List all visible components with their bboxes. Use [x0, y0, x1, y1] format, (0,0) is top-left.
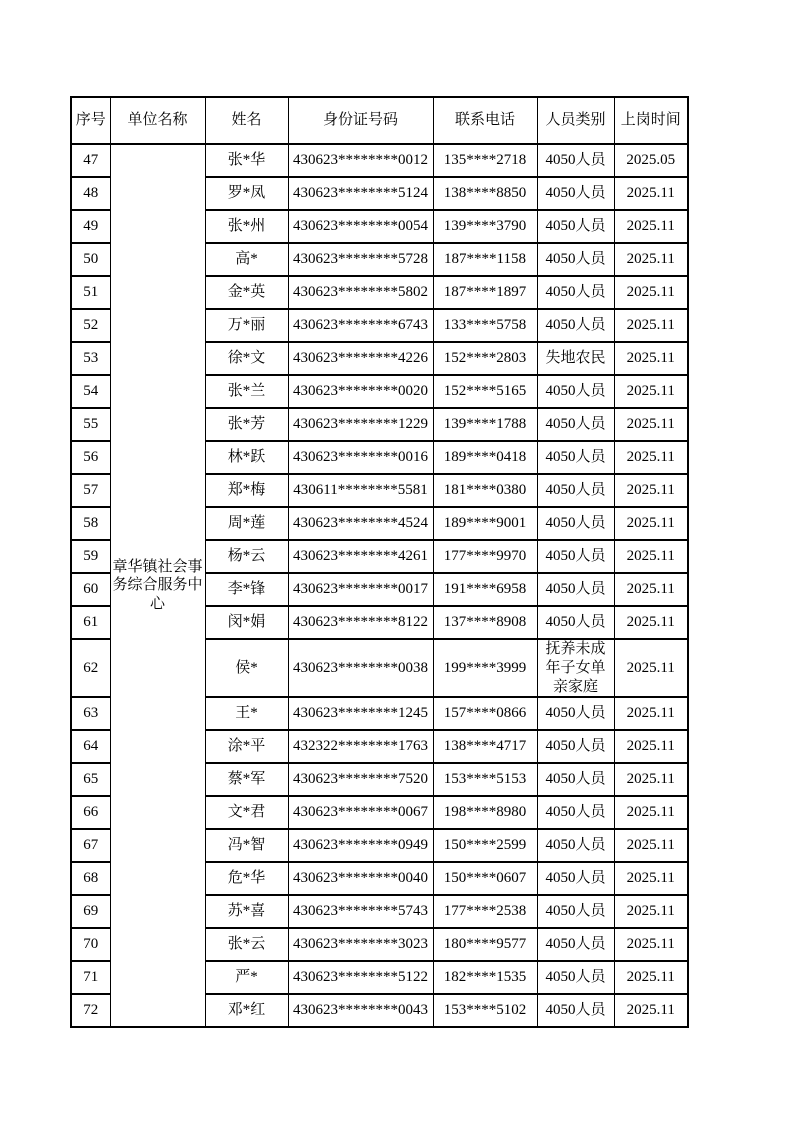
person-name-cell: 万*丽 [205, 309, 288, 342]
phone-cell: 150****2599 [433, 829, 537, 862]
serial-number-cell: 59 [71, 540, 110, 573]
person-name-cell: 高* [205, 243, 288, 276]
serial-number-cell: 65 [71, 763, 110, 796]
phone-cell: 191****6958 [433, 573, 537, 606]
serial-number-cell: 63 [71, 697, 110, 730]
id-number-cell: 430623********0038 [288, 639, 433, 697]
serial-number-cell: 53 [71, 342, 110, 375]
id-number-cell: 432322********1763 [288, 730, 433, 763]
phone-cell: 187****1158 [433, 243, 537, 276]
person-name-cell: 严* [205, 961, 288, 994]
serial-number-cell: 58 [71, 507, 110, 540]
phone-cell: 177****2538 [433, 895, 537, 928]
id-number-cell: 430623********0043 [288, 994, 433, 1027]
start-date-cell: 2025.11 [614, 408, 688, 441]
start-date-cell: 2025.11 [614, 177, 688, 210]
id-number-cell: 430623********5728 [288, 243, 433, 276]
id-number-cell: 430623********0017 [288, 573, 433, 606]
phone-cell: 137****8908 [433, 606, 537, 639]
category-cell: 4050人员 [537, 961, 614, 994]
id-number-cell: 430623********5802 [288, 276, 433, 309]
person-name-cell: 文*君 [205, 796, 288, 829]
category-cell: 4050人员 [537, 862, 614, 895]
header-row [71, 97, 688, 144]
header-start-date: 上岗时间 [614, 97, 688, 144]
id-number-cell: 430623********0020 [288, 375, 433, 408]
person-name-cell: 张*云 [205, 928, 288, 961]
category-cell: 4050人员 [537, 606, 614, 639]
table-body [71, 144, 688, 1027]
phone-cell: 177****9970 [433, 540, 537, 573]
start-date-cell: 2025.11 [614, 210, 688, 243]
person-name-cell: 闵*娟 [205, 606, 288, 639]
start-date-cell: 2025.05 [614, 144, 688, 177]
category-cell: 4050人员 [537, 573, 614, 606]
category-cell: 4050人员 [537, 895, 614, 928]
phone-cell: 152****2803 [433, 342, 537, 375]
person-name-cell: 张*华 [205, 144, 288, 177]
category-cell: 4050人员 [537, 144, 614, 177]
start-date-cell: 2025.11 [614, 540, 688, 573]
phone-cell: 152****5165 [433, 375, 537, 408]
serial-number-cell: 50 [71, 243, 110, 276]
category-cell: 4050人员 [537, 730, 614, 763]
serial-number-cell: 48 [71, 177, 110, 210]
category-cell: 失地农民 [537, 342, 614, 375]
id-number-cell: 430623********0067 [288, 796, 433, 829]
phone-cell: 157****0866 [433, 697, 537, 730]
phone-cell: 181****0380 [433, 474, 537, 507]
id-number-cell: 430623********4524 [288, 507, 433, 540]
category-cell: 4050人员 [537, 474, 614, 507]
start-date-cell: 2025.11 [614, 573, 688, 606]
phone-cell: 180****9577 [433, 928, 537, 961]
start-date-cell: 2025.11 [614, 342, 688, 375]
person-name-cell: 蔡*军 [205, 763, 288, 796]
serial-number-cell: 47 [71, 144, 110, 177]
person-name-cell: 王* [205, 697, 288, 730]
id-number-cell: 430623********3023 [288, 928, 433, 961]
id-number-cell: 430611********5581 [288, 474, 433, 507]
serial-number-cell: 55 [71, 408, 110, 441]
phone-cell: 189****9001 [433, 507, 537, 540]
person-name-cell: 郑*梅 [205, 474, 288, 507]
serial-number-cell: 68 [71, 862, 110, 895]
header-phone: 联系电话 [433, 97, 537, 144]
category-cell: 4050人员 [537, 540, 614, 573]
category-cell: 4050人员 [537, 243, 614, 276]
id-number-cell: 430623********1229 [288, 408, 433, 441]
header-unit-name: 单位名称 [110, 97, 205, 144]
serial-number-cell: 70 [71, 928, 110, 961]
person-name-cell: 周*莲 [205, 507, 288, 540]
serial-number-cell: 61 [71, 606, 110, 639]
person-name-cell: 金*英 [205, 276, 288, 309]
phone-cell: 135****2718 [433, 144, 537, 177]
start-date-cell: 2025.11 [614, 796, 688, 829]
person-name-cell: 邓*红 [205, 994, 288, 1027]
phone-cell: 138****8850 [433, 177, 537, 210]
start-date-cell: 2025.11 [614, 697, 688, 730]
id-number-cell: 430623********5122 [288, 961, 433, 994]
header-serial-number: 序号 [71, 97, 110, 144]
category-cell: 4050人员 [537, 441, 614, 474]
person-name-cell: 张*芳 [205, 408, 288, 441]
phone-cell: 139****3790 [433, 210, 537, 243]
serial-number-cell: 56 [71, 441, 110, 474]
person-name-cell: 冯*智 [205, 829, 288, 862]
serial-number-cell: 57 [71, 474, 110, 507]
serial-number-cell: 64 [71, 730, 110, 763]
start-date-cell: 2025.11 [614, 441, 688, 474]
start-date-cell: 2025.11 [614, 994, 688, 1027]
phone-cell: 198****8980 [433, 796, 537, 829]
start-date-cell: 2025.11 [614, 474, 688, 507]
start-date-cell: 2025.11 [614, 309, 688, 342]
id-number-cell: 430623********0054 [288, 210, 433, 243]
start-date-cell: 2025.11 [614, 507, 688, 540]
phone-cell: 133****5758 [433, 309, 537, 342]
category-cell: 4050人员 [537, 276, 614, 309]
person-name-cell: 张*州 [205, 210, 288, 243]
start-date-cell: 2025.11 [614, 862, 688, 895]
serial-number-cell: 51 [71, 276, 110, 309]
serial-number-cell: 67 [71, 829, 110, 862]
person-name-cell: 苏*喜 [205, 895, 288, 928]
id-number-cell: 430623********4226 [288, 342, 433, 375]
id-number-cell: 430623********1245 [288, 697, 433, 730]
phone-cell: 182****1535 [433, 961, 537, 994]
category-cell: 4050人员 [537, 210, 614, 243]
phone-cell: 199****3999 [433, 639, 537, 697]
category-cell: 抚养未成年子女单亲家庭 [537, 639, 614, 697]
start-date-cell: 2025.11 [614, 276, 688, 309]
phone-cell: 189****0418 [433, 441, 537, 474]
phone-cell: 153****5102 [433, 994, 537, 1027]
serial-number-cell: 54 [71, 375, 110, 408]
serial-number-cell: 71 [71, 961, 110, 994]
person-name-cell: 杨*云 [205, 540, 288, 573]
person-name-cell: 徐*文 [205, 342, 288, 375]
category-cell: 4050人员 [537, 309, 614, 342]
id-number-cell: 430623********8122 [288, 606, 433, 639]
phone-cell: 150****0607 [433, 862, 537, 895]
header-person-name: 姓名 [205, 97, 288, 144]
category-cell: 4050人员 [537, 697, 614, 730]
header-id-number: 身份证号码 [288, 97, 433, 144]
id-number-cell: 430623********0040 [288, 862, 433, 895]
start-date-cell: 2025.11 [614, 606, 688, 639]
phone-cell: 138****4717 [433, 730, 537, 763]
id-number-cell: 430623********6743 [288, 309, 433, 342]
phone-cell: 187****1897 [433, 276, 537, 309]
serial-number-cell: 52 [71, 309, 110, 342]
id-number-cell: 430623********0949 [288, 829, 433, 862]
phone-cell: 153****5153 [433, 763, 537, 796]
person-name-cell: 李*锋 [205, 573, 288, 606]
start-date-cell: 2025.11 [614, 730, 688, 763]
start-date-cell: 2025.11 [614, 243, 688, 276]
serial-number-cell: 66 [71, 796, 110, 829]
phone-cell: 139****1788 [433, 408, 537, 441]
id-number-cell: 430623********0012 [288, 144, 433, 177]
unit-name-cell: 章华镇社会事务综合服务中心 [110, 144, 205, 1027]
id-number-cell: 430623********0016 [288, 441, 433, 474]
start-date-cell: 2025.11 [614, 763, 688, 796]
start-date-cell: 2025.11 [614, 961, 688, 994]
category-cell: 4050人员 [537, 994, 614, 1027]
category-cell: 4050人员 [537, 375, 614, 408]
id-number-cell: 430623********7520 [288, 763, 433, 796]
start-date-cell: 2025.11 [614, 928, 688, 961]
category-cell: 4050人员 [537, 507, 614, 540]
serial-number-cell: 49 [71, 210, 110, 243]
serial-number-cell: 62 [71, 639, 110, 697]
category-cell: 4050人员 [537, 177, 614, 210]
id-number-cell: 430623********5124 [288, 177, 433, 210]
table-row [71, 144, 688, 177]
start-date-cell: 2025.11 [614, 895, 688, 928]
table-header [71, 97, 688, 144]
category-cell: 4050人员 [537, 763, 614, 796]
serial-number-cell: 69 [71, 895, 110, 928]
category-cell: 4050人员 [537, 928, 614, 961]
category-cell: 4050人员 [537, 408, 614, 441]
person-name-cell: 涂*平 [205, 730, 288, 763]
id-number-cell: 430623********5743 [288, 895, 433, 928]
start-date-cell: 2025.11 [614, 829, 688, 862]
serial-number-cell: 72 [71, 994, 110, 1027]
person-name-cell: 侯* [205, 639, 288, 697]
person-name-cell: 危*华 [205, 862, 288, 895]
category-cell: 4050人员 [537, 796, 614, 829]
start-date-cell: 2025.11 [614, 639, 688, 697]
start-date-cell: 2025.11 [614, 375, 688, 408]
serial-number-cell: 60 [71, 573, 110, 606]
person-name-cell: 林*跃 [205, 441, 288, 474]
person-name-cell: 张*兰 [205, 375, 288, 408]
personnel-table [70, 96, 689, 1028]
header-category: 人员类别 [537, 97, 614, 144]
person-name-cell: 罗*凤 [205, 177, 288, 210]
id-number-cell: 430623********4261 [288, 540, 433, 573]
category-cell: 4050人员 [537, 829, 614, 862]
